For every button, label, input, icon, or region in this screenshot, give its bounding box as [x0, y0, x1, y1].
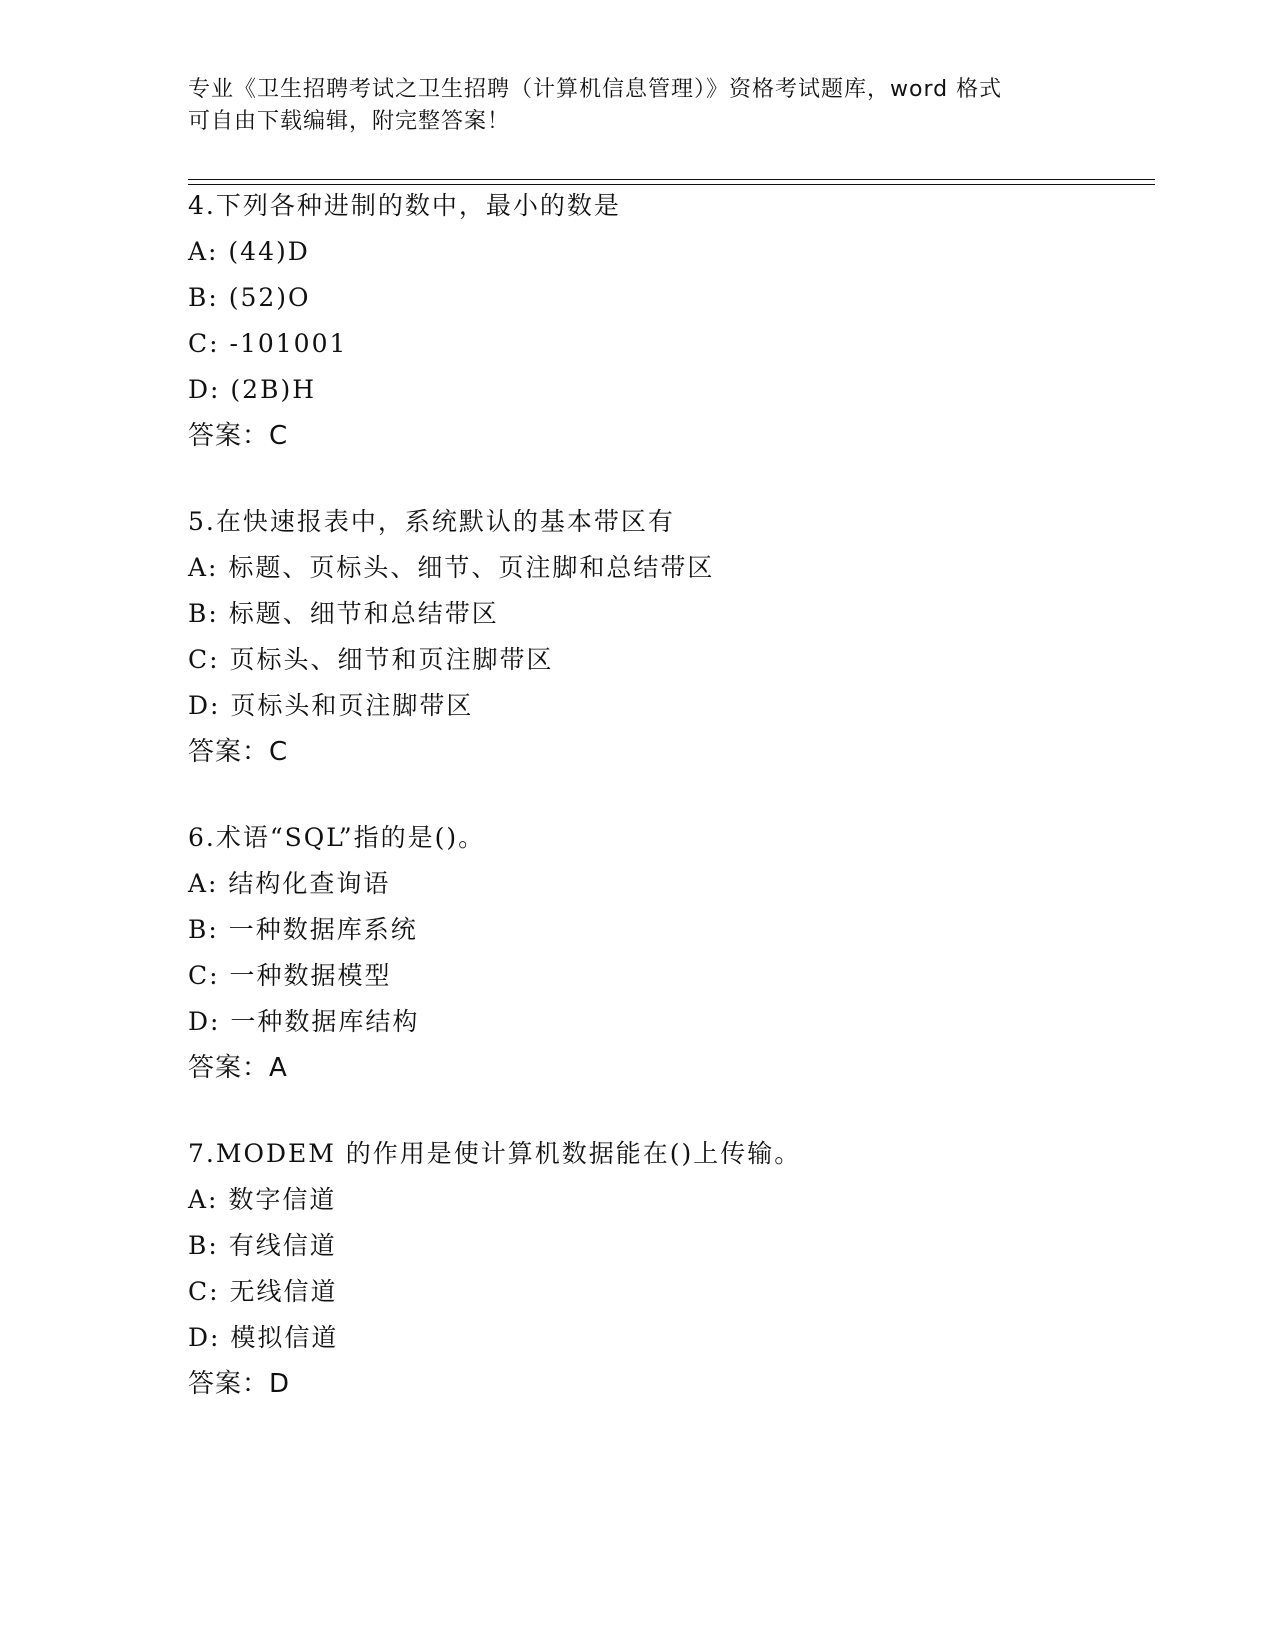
question-7 [188, 1131, 1148, 1407]
option-d: D: 模拟信道 [188, 1323, 339, 1352]
question-4 [188, 183, 1148, 459]
answer: 答案：D [188, 1369, 291, 1399]
answer: 答案：A [188, 1053, 288, 1083]
option-d: D: (2B)H [188, 375, 316, 404]
question-stem: 5.在快速报表中，系统默认的基本带区有 [188, 507, 675, 536]
question-stem: 6.术语“SQL”指的是()。 [188, 823, 486, 852]
option-a: A: (44)D [188, 237, 310, 266]
header-line-2: 可自由下载编辑，附完整答案！ [188, 109, 511, 134]
option-d: D: 一种数据库结构 [188, 1007, 420, 1036]
option-a: A: 标题、页标头、细节、页注脚和总结带区 [188, 553, 715, 582]
option-c: C: 页标头、细节和页注脚带区 [188, 645, 554, 674]
header-divider-top [188, 179, 1155, 180]
option-a: A: 结构化查询语 [188, 869, 391, 898]
option-b: B: (52)O [188, 283, 311, 312]
option-b: B: 有线信道 [188, 1231, 337, 1260]
header-line-1: 专业《卫生招聘考试之卫生招聘（计算机信息管理）》资格考试题库，word 格式 [188, 77, 1003, 102]
answer: 答案：C [188, 737, 289, 767]
document-header [188, 74, 1088, 138]
option-c: C: -101001 [188, 329, 348, 358]
answer: 答案：C [188, 421, 289, 451]
question-stem: 4.下列各种进制的数中，最小的数是 [188, 191, 621, 220]
option-a: A: 数字信道 [188, 1185, 337, 1214]
option-c: C: 无线信道 [188, 1277, 338, 1306]
question-5 [188, 499, 1148, 775]
question-stem: 7.MODEM 的作用是使计算机数据能在()上传输。 [188, 1139, 802, 1168]
option-d: D: 页标头和页注脚带区 [188, 691, 474, 720]
option-c: C: 一种数据模型 [188, 961, 392, 990]
question-6 [188, 815, 1148, 1091]
option-b: B: 一种数据库系统 [188, 915, 418, 944]
option-b: B: 标题、细节和总结带区 [188, 599, 499, 628]
